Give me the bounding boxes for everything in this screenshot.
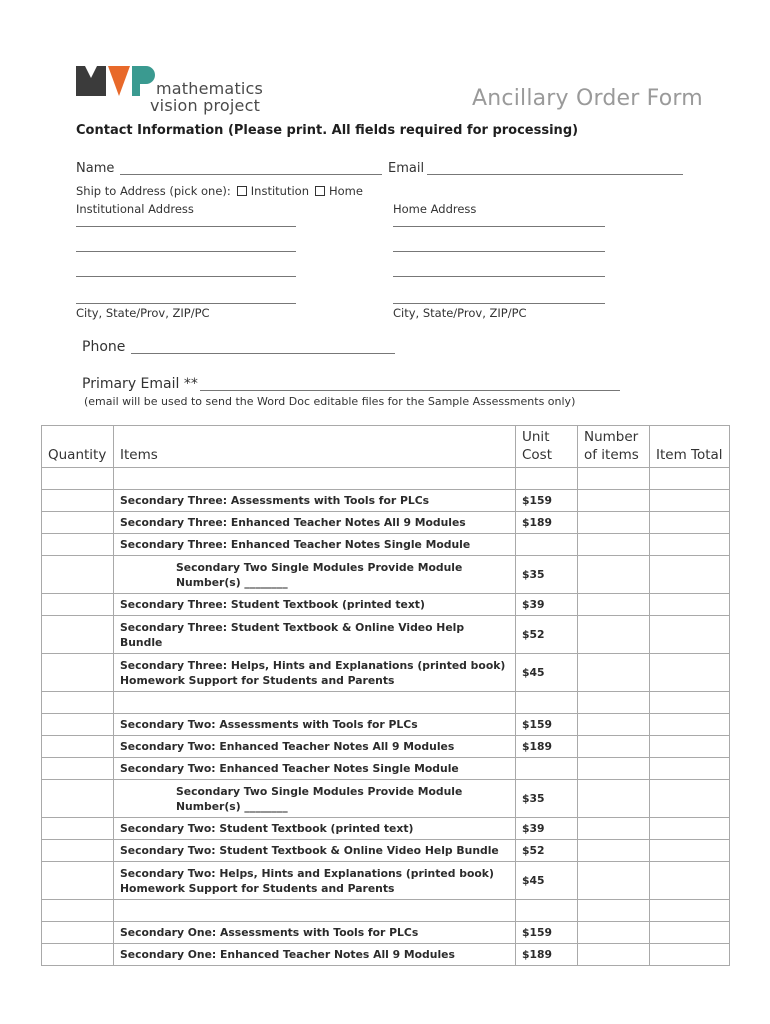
institution-option-label: Institution	[250, 184, 309, 198]
number-of-items-cell[interactable]	[578, 594, 650, 616]
table-row	[42, 556, 730, 594]
item-total-cell[interactable]	[650, 840, 730, 862]
item-cell: Secondary One: Assessments with Tools for PLCs	[114, 922, 516, 944]
item-total-cell[interactable]	[650, 654, 730, 692]
item-total-cell[interactable]	[650, 714, 730, 736]
table-row	[42, 840, 730, 862]
institutional-address-line-3[interactable]	[76, 276, 296, 277]
quantity-cell[interactable]	[42, 736, 114, 758]
unit-cost-cell: $159	[516, 490, 578, 512]
quantity-cell[interactable]	[42, 468, 114, 490]
table-row	[42, 900, 730, 922]
unit-cost-cell: $189	[516, 736, 578, 758]
item-cell: Secondary Two: Student Textbook & Online Video Help Bundle	[114, 840, 516, 862]
unit-cost-cell: $189	[516, 944, 578, 966]
table-row	[42, 692, 730, 714]
item-total-cell[interactable]	[650, 736, 730, 758]
unit-cost-cell: $52	[516, 616, 578, 654]
quantity-cell[interactable]	[42, 840, 114, 862]
home-address-line-3[interactable]	[393, 276, 605, 277]
quantity-cell[interactable]	[42, 534, 114, 556]
ship-to-row	[76, 184, 363, 198]
mvp-logo-mark	[76, 66, 156, 96]
item-total-cell[interactable]	[650, 758, 730, 780]
institutional-address-line-4[interactable]	[76, 303, 296, 304]
quantity-cell[interactable]	[42, 692, 114, 714]
email-note: (email will be used to send the Word Doc editable files for the Sample Assessments only)	[84, 395, 576, 408]
number-of-items-cell[interactable]	[578, 736, 650, 758]
item-cell: Secondary Two: Assessments with Tools for PLCs	[114, 714, 516, 736]
quantity-cell[interactable]	[42, 490, 114, 512]
item-cell	[114, 468, 516, 490]
quantity-cell[interactable]	[42, 594, 114, 616]
unit-cost-cell: $39	[516, 594, 578, 616]
item-cell: Secondary Three: Assessments with Tools for PLCs	[114, 490, 516, 512]
quantity-cell[interactable]	[42, 616, 114, 654]
item-total-cell[interactable]	[650, 616, 730, 654]
logo-line-1: mathematics	[156, 79, 264, 98]
table-row	[42, 944, 730, 966]
item-total-cell[interactable]	[650, 556, 730, 594]
quantity-cell[interactable]	[42, 758, 114, 780]
number-of-items-cell[interactable]	[578, 512, 650, 534]
quantity-cell[interactable]	[42, 862, 114, 900]
table-row	[42, 818, 730, 840]
item-cell: Secondary Two Single Modules Provide Module Number(s) ________	[114, 556, 516, 594]
quantity-cell[interactable]	[42, 944, 114, 966]
number-of-items-cell[interactable]	[578, 944, 650, 966]
unit-cost-cell: $159	[516, 714, 578, 736]
home-checkbox[interactable]	[315, 186, 325, 196]
contact-heading: Contact Information (Please print. All fields required for processing)	[76, 123, 579, 138]
number-of-items-cell[interactable]	[578, 780, 650, 818]
number-of-items-cell[interactable]	[578, 490, 650, 512]
institutional-address-label: Institutional Address	[76, 202, 194, 216]
header-unit-cost: Unit Cost	[516, 426, 578, 468]
item-total-cell[interactable]	[650, 692, 730, 714]
phone-field[interactable]	[131, 353, 395, 354]
unit-cost-cell	[516, 534, 578, 556]
unit-cost-cell: $45	[516, 654, 578, 692]
quantity-cell[interactable]	[42, 512, 114, 534]
table-row	[42, 736, 730, 758]
item-total-cell[interactable]	[650, 780, 730, 818]
item-cell: Secondary Two: Enhanced Teacher Notes Single Module	[114, 758, 516, 780]
number-of-items-cell[interactable]	[578, 840, 650, 862]
item-total-cell[interactable]	[650, 818, 730, 840]
table-row	[42, 468, 730, 490]
item-total-cell[interactable]	[650, 490, 730, 512]
unit-cost-cell: $35	[516, 780, 578, 818]
table-row	[42, 780, 730, 818]
quantity-cell[interactable]	[42, 780, 114, 818]
home-address-label: Home Address	[393, 202, 477, 216]
name-field[interactable]	[120, 174, 382, 175]
table-row	[42, 594, 730, 616]
home-option-label: Home	[328, 184, 363, 198]
quantity-cell[interactable]	[42, 556, 114, 594]
item-total-cell[interactable]	[650, 862, 730, 900]
unit-cost-cell	[516, 692, 578, 714]
item-total-cell[interactable]	[650, 900, 730, 922]
item-cell: Secondary Three: Helps, Hints and Explanations (printed book) Homework Support for Students and Parents	[114, 654, 516, 692]
mvp-logo	[76, 66, 276, 118]
number-of-items-cell[interactable]	[578, 556, 650, 594]
unit-cost-cell: $35	[516, 556, 578, 594]
item-cell: Secondary Three: Student Textbook (printed text)	[114, 594, 516, 616]
institutional-address-line-2[interactable]	[76, 251, 296, 252]
item-total-cell[interactable]	[650, 944, 730, 966]
order-table	[41, 425, 730, 966]
item-cell: Secondary Two: Enhanced Teacher Notes All 9 Modules	[114, 736, 516, 758]
item-cell: Secondary One: Enhanced Teacher Notes All 9 Modules	[114, 944, 516, 966]
home-address-line-2[interactable]	[393, 251, 605, 252]
city-state-zip-right: City, State/Prov, ZIP/PC	[393, 306, 527, 320]
number-of-items-cell[interactable]	[578, 818, 650, 840]
table-row	[42, 534, 730, 556]
item-total-cell[interactable]	[650, 468, 730, 490]
quantity-cell[interactable]	[42, 714, 114, 736]
name-label: Name	[76, 161, 115, 176]
item-cell: Secondary Two: Student Textbook (printed text)	[114, 818, 516, 840]
number-of-items-cell[interactable]	[578, 900, 650, 922]
home-address-line-4[interactable]	[393, 303, 605, 304]
number-of-items-cell[interactable]	[578, 862, 650, 900]
unit-cost-cell: $45	[516, 862, 578, 900]
number-of-items-cell[interactable]	[578, 714, 650, 736]
primary-email-field[interactable]	[200, 390, 620, 391]
item-cell: Secondary Three: Enhanced Teacher Notes All 9 Modules	[114, 512, 516, 534]
header-item-total: Item Total	[650, 426, 730, 468]
item-total-cell[interactable]	[650, 534, 730, 556]
number-of-items-cell[interactable]	[578, 654, 650, 692]
item-total-cell[interactable]	[650, 922, 730, 944]
item-total-cell[interactable]	[650, 594, 730, 616]
table-header-row	[42, 426, 730, 468]
table-row	[42, 714, 730, 736]
unit-cost-cell	[516, 758, 578, 780]
number-of-items-cell[interactable]	[578, 616, 650, 654]
phone-label: Phone	[82, 339, 126, 355]
institution-checkbox[interactable]	[237, 186, 247, 196]
form-title: Ancillary Order Form	[472, 86, 703, 111]
item-cell: Secondary Two Single Modules Provide Module Number(s) ________	[114, 780, 516, 818]
home-address-line-1[interactable]	[393, 226, 605, 227]
number-of-items-cell[interactable]	[578, 692, 650, 714]
item-cell: Secondary Three: Student Textbook & Online Video Help Bundle	[114, 616, 516, 654]
table-row	[42, 512, 730, 534]
email-label: Email	[388, 161, 425, 176]
table-row	[42, 654, 730, 692]
item-total-cell[interactable]	[650, 512, 730, 534]
number-of-items-cell[interactable]	[578, 922, 650, 944]
city-state-zip-left: City, State/Prov, ZIP/PC	[76, 306, 210, 320]
unit-cost-cell: $39	[516, 818, 578, 840]
item-cell: Secondary Two: Helps, Hints and Explanations (printed book) Homework Support for Students and Parents	[114, 862, 516, 900]
header-number-of-items: Number of items	[578, 426, 650, 468]
quantity-cell[interactable]	[42, 922, 114, 944]
quantity-cell[interactable]	[42, 654, 114, 692]
unit-cost-cell	[516, 468, 578, 490]
ship-to-label: Ship to Address (pick one):	[76, 184, 231, 198]
quantity-cell[interactable]	[42, 818, 114, 840]
header-items: Items	[114, 426, 516, 468]
number-of-items-cell[interactable]	[578, 534, 650, 556]
unit-cost-cell: $52	[516, 840, 578, 862]
unit-cost-cell: $159	[516, 922, 578, 944]
unit-cost-cell	[516, 900, 578, 922]
header-quantity: Quantity	[42, 426, 114, 468]
logo-line-2: vision project	[150, 96, 261, 115]
number-of-items-cell[interactable]	[578, 468, 650, 490]
item-cell: Secondary Three: Enhanced Teacher Notes Single Module	[114, 534, 516, 556]
institutional-address-line-1[interactable]	[76, 226, 296, 227]
primary-email-label: Primary Email **	[82, 376, 198, 392]
number-of-items-cell[interactable]	[578, 758, 650, 780]
table-row	[42, 862, 730, 900]
unit-cost-cell: $189	[516, 512, 578, 534]
quantity-cell[interactable]	[42, 900, 114, 922]
item-cell	[114, 692, 516, 714]
table-row	[42, 922, 730, 944]
table-row	[42, 490, 730, 512]
email-field[interactable]	[427, 174, 683, 175]
table-row	[42, 616, 730, 654]
item-cell	[114, 900, 516, 922]
table-row	[42, 758, 730, 780]
